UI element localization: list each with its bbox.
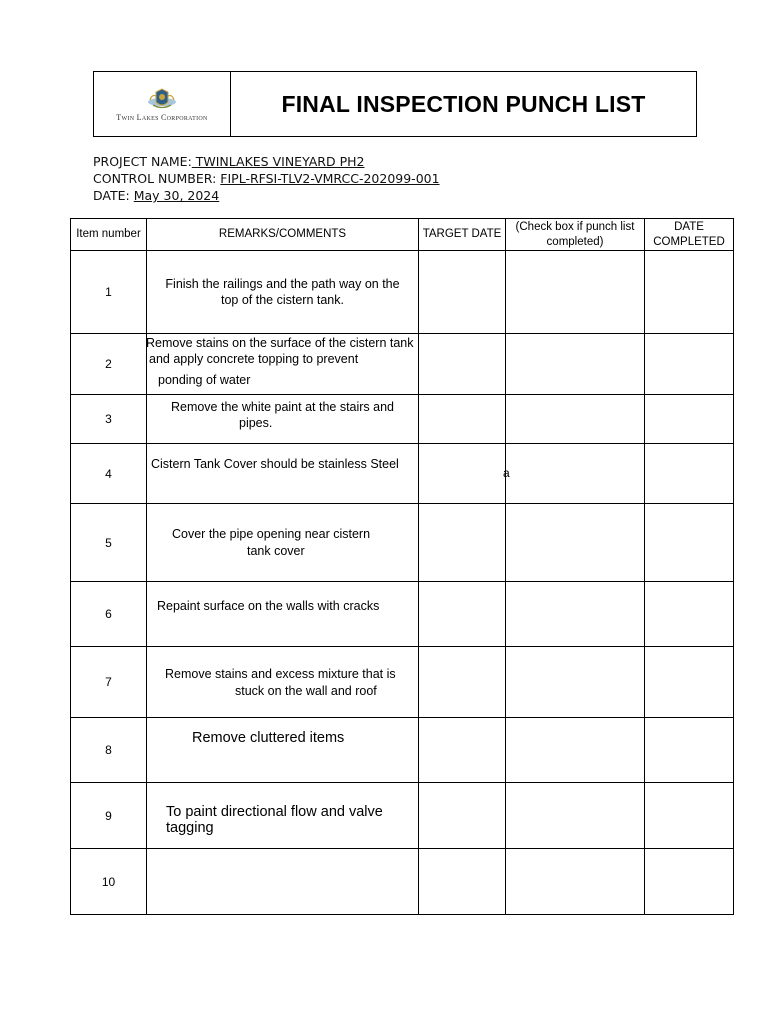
remark-cell bbox=[147, 783, 419, 849]
remark-line: Remove stains on the surface of the cistern tank bbox=[146, 336, 414, 350]
date-completed-cell[interactable] bbox=[645, 849, 734, 915]
remark-line: Cover the pipe opening near cistern bbox=[172, 527, 371, 541]
table-row bbox=[71, 504, 734, 582]
table-header-row bbox=[71, 219, 734, 251]
document-header bbox=[93, 71, 697, 137]
date-completed-cell[interactable] bbox=[645, 334, 734, 395]
project-name-line bbox=[93, 153, 440, 170]
target-date-cell[interactable] bbox=[419, 647, 506, 718]
item-number: 10 bbox=[71, 849, 147, 915]
target-date-cell[interactable] bbox=[419, 718, 506, 783]
item-number: 5 bbox=[71, 504, 147, 582]
check-cell[interactable] bbox=[506, 395, 645, 444]
remark-cell bbox=[147, 444, 419, 504]
company-logo bbox=[94, 72, 231, 136]
date-completed-cell[interactable] bbox=[645, 718, 734, 783]
date-completed-cell[interactable] bbox=[645, 783, 734, 849]
control-number-value: FIPL-RFSI-TLV2-VMRCC-202099-001 bbox=[220, 171, 440, 186]
item-number: 3 bbox=[71, 395, 147, 444]
table-row bbox=[71, 849, 734, 915]
check-cell[interactable] bbox=[506, 334, 645, 395]
table-row bbox=[71, 395, 734, 444]
date-completed-cell[interactable] bbox=[645, 395, 734, 444]
remark-line: Remove stains and excess mixture that is bbox=[165, 666, 396, 681]
table-row bbox=[71, 783, 734, 849]
remark-line: Repaint surface on the walls with cracks bbox=[157, 599, 380, 613]
column-header-item: Item number bbox=[71, 219, 147, 251]
check-cell[interactable] bbox=[506, 504, 645, 582]
target-date-cell[interactable] bbox=[419, 504, 506, 582]
remark-cell bbox=[147, 647, 419, 718]
target-date-cell[interactable] bbox=[419, 783, 506, 849]
date-completed-cell[interactable] bbox=[645, 647, 734, 718]
remark-line: ponding of water bbox=[158, 373, 251, 387]
check-mark: a bbox=[503, 466, 510, 480]
remark-cell bbox=[147, 849, 419, 915]
target-date-cell[interactable] bbox=[419, 582, 506, 647]
control-number-line bbox=[93, 170, 440, 187]
table-row bbox=[71, 334, 734, 395]
date-value: May 30, 2024 bbox=[133, 188, 220, 203]
remark-cell bbox=[147, 395, 419, 444]
table-row bbox=[71, 444, 734, 504]
item-number: 2 bbox=[71, 334, 147, 395]
remark-line: pipes. bbox=[239, 416, 273, 430]
target-date-cell[interactable] bbox=[419, 334, 506, 395]
remark-cell bbox=[147, 334, 419, 395]
document-title: FINAL INSPECTION PUNCH LIST bbox=[281, 90, 646, 117]
remark-line: Cistern Tank Cover should be stainless Steel bbox=[151, 457, 399, 471]
project-name-value: TWINLAKES VINEYARD PH2 bbox=[191, 154, 365, 169]
check-cell[interactable] bbox=[506, 783, 645, 849]
column-header-check: (Check box if punch list completed) bbox=[506, 219, 645, 251]
item-number: 4 bbox=[71, 444, 147, 504]
remark-line: tagging bbox=[166, 820, 214, 836]
date-completed-cell[interactable] bbox=[645, 251, 734, 334]
remark-line: stuck on the wall and roof bbox=[235, 683, 377, 698]
remark-cell bbox=[147, 718, 419, 783]
document-meta bbox=[93, 153, 440, 204]
remark-line: To paint directional flow and valve bbox=[166, 804, 383, 820]
remark-line: Remove cluttered items bbox=[192, 730, 345, 746]
item-number: 1 bbox=[71, 251, 147, 334]
table-row bbox=[71, 251, 734, 334]
check-cell[interactable] bbox=[506, 582, 645, 647]
remark-cell bbox=[147, 582, 419, 647]
target-date-cell[interactable] bbox=[419, 395, 506, 444]
remark-line: Finish the railings and the path way on the bbox=[165, 277, 400, 291]
remark-cell bbox=[147, 251, 419, 334]
remark-line: and apply concrete topping to prevent bbox=[149, 352, 359, 366]
remark-line: top of the cistern tank. bbox=[221, 293, 344, 307]
column-header-target-date: TARGET DATE bbox=[419, 219, 506, 251]
crest-icon bbox=[142, 86, 182, 112]
date-completed-cell[interactable] bbox=[645, 504, 734, 582]
target-date-cell[interactable] bbox=[419, 444, 506, 504]
item-number: 7 bbox=[71, 647, 147, 718]
table-row bbox=[71, 647, 734, 718]
company-name: Twin Lakes Corporation bbox=[116, 113, 208, 122]
column-header-date-completed: DATE COMPLETED bbox=[645, 219, 734, 251]
column-header-remarks: REMARKS/COMMENTS bbox=[147, 219, 419, 251]
check-cell[interactable] bbox=[506, 251, 645, 334]
date-completed-cell[interactable] bbox=[645, 582, 734, 647]
check-cell[interactable] bbox=[506, 849, 645, 915]
date-completed-cell[interactable] bbox=[645, 444, 734, 504]
project-name-label: PROJECT NAME: bbox=[93, 154, 192, 169]
table-row bbox=[71, 718, 734, 783]
target-date-cell[interactable] bbox=[419, 251, 506, 334]
remark-line: Remove the white paint at the stairs and bbox=[170, 400, 395, 414]
check-cell[interactable] bbox=[506, 647, 645, 718]
remark-cell bbox=[147, 504, 419, 582]
item-number: 9 bbox=[71, 783, 147, 849]
check-cell[interactable] bbox=[506, 718, 645, 783]
punch-list-table bbox=[70, 218, 734, 915]
target-date-cell[interactable] bbox=[419, 849, 506, 915]
item-number: 6 bbox=[71, 582, 147, 647]
date-line bbox=[93, 187, 440, 204]
check-cell[interactable] bbox=[503, 444, 645, 504]
table-row bbox=[71, 582, 734, 647]
remark-line: tank cover bbox=[247, 544, 305, 558]
control-number-label: CONTROL NUMBER: bbox=[93, 171, 217, 186]
date-label: DATE: bbox=[93, 188, 130, 203]
item-number: 8 bbox=[71, 718, 147, 783]
